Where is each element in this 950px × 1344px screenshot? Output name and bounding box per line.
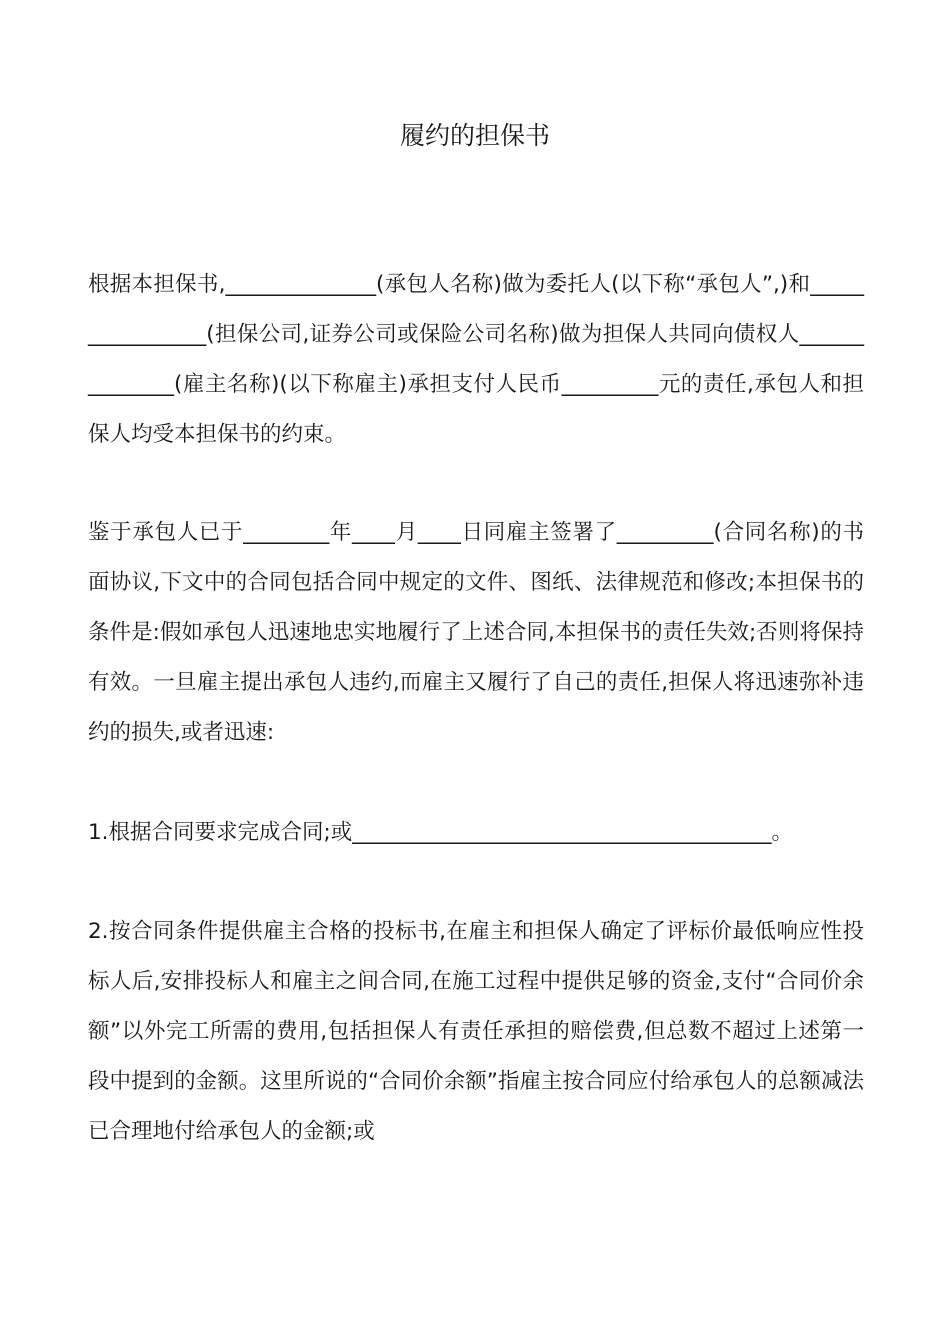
paragraph-contract-conditions: 鉴于承包人已于________年____月____日同雇主签署了_________(合同名称)的书面协议,下文中的合同包括合同中规定的文件、图纸、法律规范和修改;本担保书的条件是:假如承包人迅速地忠实地履行了上述合同,本担保书的责任失效;否则将保持有效。一旦雇主提出承包人违约,而雇主又履行了自己的责任,担保人将迅速弥补违约的损失,或者迅速: — [88, 520, 864, 745]
paragraph-option-2: 2.按合同条件提供雇主合格的投标书,在雇主和担保人确定了评标价最低响应性投标人后,安排投标人和雇主之间合同,在施工过程中提供足够的资金,支付“合同价余额”以外完工所需的费用,包括担保人有责任承担的赔偿费,但总数不超过上述第一段中提到的金额。这里所说的“合同价余额”指雇主按合同应付给承包人的总额减法已合理地付给承包人的金额;或 — [88, 919, 864, 1144]
paragraph-option-1: 1.根据合同要求完成合同;或_______________________________________。 — [88, 820, 794, 845]
paragraph-guarantee-parties: 根据本担保书,______________(承包人名称)做为委托人(以下称“承包人”,)和________________(担保公司,证券公司或保险公司名称)做为担保人共同向债权人______________(雇主名称)(以下称雇主)承担支付人民币_________元的责任,承包人和担保人均受本担保书的约束。 — [88, 272, 864, 447]
document-title: 履约的担保书 — [399, 121, 550, 150]
